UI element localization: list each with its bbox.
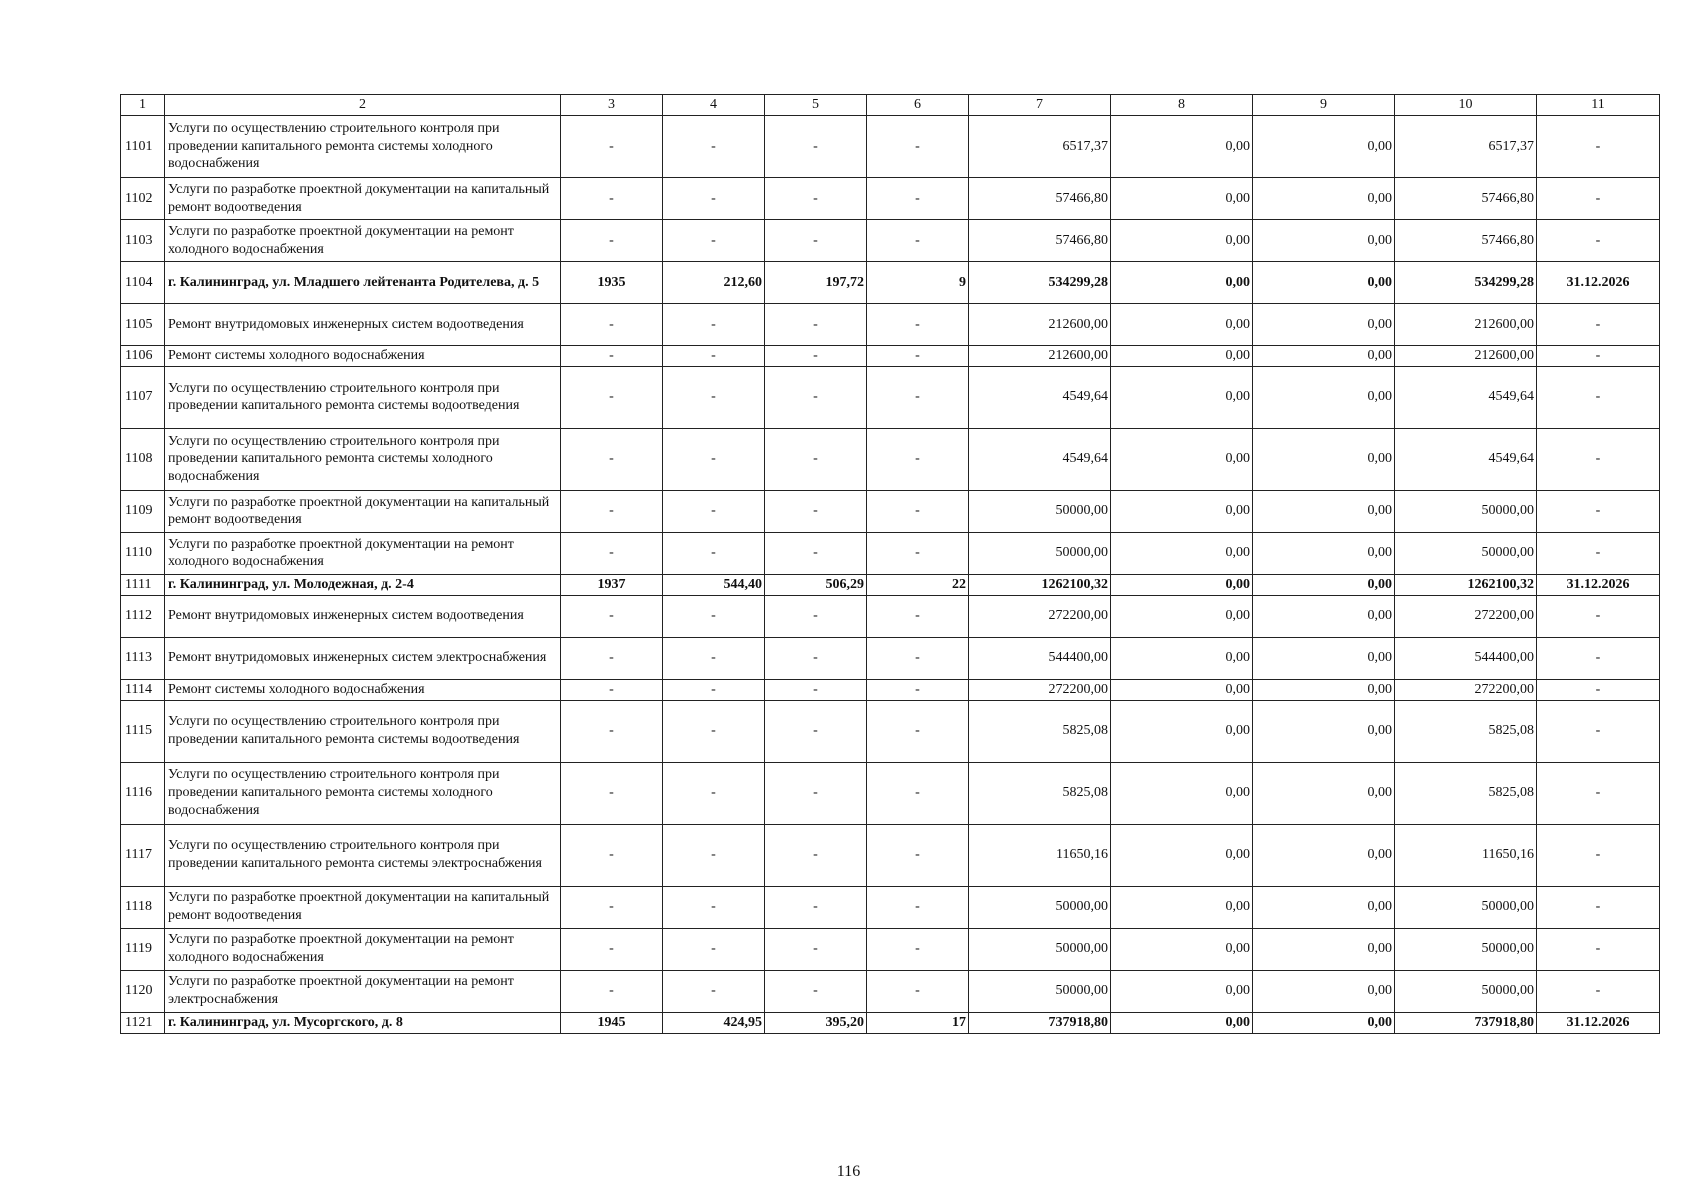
- completion-date-cell: -: [1537, 595, 1660, 637]
- regional-funds-cell: 0,00: [1253, 886, 1395, 928]
- works-register-table: [120, 94, 1660, 1034]
- residents-count-cell: -: [867, 178, 969, 220]
- row-number-cell: 1114: [121, 679, 165, 700]
- column-header: 3: [561, 95, 663, 116]
- regional-funds-cell: 0,00: [1253, 824, 1395, 886]
- total-area-cell: -: [663, 886, 765, 928]
- living-area-cell: -: [765, 762, 867, 824]
- row-number-cell: 1104: [121, 262, 165, 304]
- living-area-cell: -: [765, 886, 867, 928]
- completion-date-cell: -: [1537, 346, 1660, 367]
- completion-date-cell: -: [1537, 886, 1660, 928]
- total-area-cell: 212,60: [663, 262, 765, 304]
- register-sheet: [120, 94, 1659, 1034]
- regional-funds-cell: 0,00: [1253, 928, 1395, 970]
- column-header: 5: [765, 95, 867, 116]
- column-number-row: [121, 95, 1660, 116]
- work-description-cell: Услуги по осуществлению строительного контроля при проведении капитального ремонта системы холодного водоснабжения: [165, 116, 561, 178]
- owner-funds-cell: 50000,00: [1395, 928, 1537, 970]
- regional-funds-cell: 0,00: [1253, 490, 1395, 532]
- residents-count-cell: 17: [867, 1012, 969, 1033]
- living-area-cell: -: [765, 970, 867, 1012]
- completion-date-cell: -: [1537, 824, 1660, 886]
- total-area-cell: -: [663, 762, 765, 824]
- owner-funds-cell: 212600,00: [1395, 346, 1537, 367]
- federal-funds-cell: 0,00: [1111, 886, 1253, 928]
- work-description-cell: Услуги по разработке проектной документации на ремонт холодного водоснабжения: [165, 220, 561, 262]
- total-cost-cell: 4549,64: [969, 428, 1111, 490]
- row-number-cell: 1116: [121, 762, 165, 824]
- build-year-cell: -: [561, 679, 663, 700]
- build-year-cell: -: [561, 490, 663, 532]
- residents-count-cell: 9: [867, 262, 969, 304]
- build-year-cell: 1945: [561, 1012, 663, 1033]
- total-area-cell: -: [663, 490, 765, 532]
- column-header: 11: [1537, 95, 1660, 116]
- residents-count-cell: -: [867, 700, 969, 762]
- regional-funds-cell: 0,00: [1253, 116, 1395, 178]
- residents-count-cell: -: [867, 220, 969, 262]
- work-description-cell: г. Калининград, ул. Молодежная, д. 2-4: [165, 574, 561, 595]
- total-area-cell: -: [663, 220, 765, 262]
- owner-funds-cell: 50000,00: [1395, 970, 1537, 1012]
- work-description-cell: Ремонт внутридомовых инженерных систем водоотведения: [165, 595, 561, 637]
- total-cost-cell: 50000,00: [969, 970, 1111, 1012]
- completion-date-cell: -: [1537, 116, 1660, 178]
- regional-funds-cell: 0,00: [1253, 220, 1395, 262]
- work-item-row: [121, 700, 1660, 762]
- total-area-cell: -: [663, 595, 765, 637]
- residents-count-cell: -: [867, 428, 969, 490]
- work-description-cell: Ремонт внутридомовых инженерных систем водоотведения: [165, 304, 561, 346]
- work-item-row: [121, 220, 1660, 262]
- residents-count-cell: -: [867, 928, 969, 970]
- completion-date-cell: -: [1537, 490, 1660, 532]
- total-cost-cell: 6517,37: [969, 116, 1111, 178]
- completion-date-cell: -: [1537, 700, 1660, 762]
- federal-funds-cell: 0,00: [1111, 532, 1253, 574]
- work-description-cell: Услуги по разработке проектной документации на ремонт холодного водоснабжения: [165, 532, 561, 574]
- build-year-cell: -: [561, 637, 663, 679]
- row-number-cell: 1120: [121, 970, 165, 1012]
- work-description-cell: Услуги по осуществлению строительного контроля при проведении капитального ремонта системы холодного водоснабжения: [165, 762, 561, 824]
- work-description-cell: Услуги по осуществлению строительного контроля при проведении капитального ремонта системы водоотведения: [165, 366, 561, 428]
- work-item-row: [121, 304, 1660, 346]
- total-cost-cell: 272200,00: [969, 679, 1111, 700]
- work-item-row: [121, 116, 1660, 178]
- residents-count-cell: -: [867, 679, 969, 700]
- residents-count-cell: -: [867, 886, 969, 928]
- work-description-cell: Услуги по осуществлению строительного контроля при проведении капитального ремонта системы холодного водоснабжения: [165, 428, 561, 490]
- federal-funds-cell: 0,00: [1111, 574, 1253, 595]
- total-area-cell: -: [663, 928, 765, 970]
- living-area-cell: -: [765, 366, 867, 428]
- completion-date-cell: -: [1537, 304, 1660, 346]
- federal-funds-cell: 0,00: [1111, 595, 1253, 637]
- regional-funds-cell: 0,00: [1253, 574, 1395, 595]
- total-area-cell: -: [663, 824, 765, 886]
- owner-funds-cell: 50000,00: [1395, 886, 1537, 928]
- residents-count-cell: -: [867, 346, 969, 367]
- work-description-cell: г. Калининград, ул. Мусоргского, д. 8: [165, 1012, 561, 1033]
- total-cost-cell: 5825,08: [969, 700, 1111, 762]
- work-description-cell: Услуги по разработке проектной документации на капитальный ремонт водоотведения: [165, 490, 561, 532]
- residents-count-cell: -: [867, 595, 969, 637]
- living-area-cell: -: [765, 928, 867, 970]
- total-area-cell: -: [663, 304, 765, 346]
- regional-funds-cell: 0,00: [1253, 1012, 1395, 1033]
- living-area-cell: -: [765, 490, 867, 532]
- owner-funds-cell: 57466,80: [1395, 220, 1537, 262]
- residents-count-cell: 22: [867, 574, 969, 595]
- completion-date-cell: -: [1537, 428, 1660, 490]
- row-number-cell: 1103: [121, 220, 165, 262]
- living-area-cell: 506,29: [765, 574, 867, 595]
- build-year-cell: -: [561, 970, 663, 1012]
- row-number-cell: 1107: [121, 366, 165, 428]
- total-cost-cell: 4549,64: [969, 366, 1111, 428]
- column-header: 6: [867, 95, 969, 116]
- total-cost-cell: 57466,80: [969, 220, 1111, 262]
- build-year-cell: -: [561, 824, 663, 886]
- total-cost-cell: 1262100,32: [969, 574, 1111, 595]
- completion-date-cell: -: [1537, 679, 1660, 700]
- owner-funds-cell: 5825,08: [1395, 700, 1537, 762]
- completion-date-cell: -: [1537, 532, 1660, 574]
- completion-date-cell: -: [1537, 637, 1660, 679]
- total-cost-cell: 50000,00: [969, 886, 1111, 928]
- column-header: 4: [663, 95, 765, 116]
- completion-date-cell: -: [1537, 762, 1660, 824]
- owner-funds-cell: 5825,08: [1395, 762, 1537, 824]
- work-item-row: [121, 928, 1660, 970]
- total-cost-cell: 544400,00: [969, 637, 1111, 679]
- owner-funds-cell: 534299,28: [1395, 262, 1537, 304]
- federal-funds-cell: 0,00: [1111, 490, 1253, 532]
- total-area-cell: -: [663, 178, 765, 220]
- completion-date-cell: 31.12.2026: [1537, 1012, 1660, 1033]
- federal-funds-cell: 0,00: [1111, 679, 1253, 700]
- federal-funds-cell: 0,00: [1111, 304, 1253, 346]
- column-header: 7: [969, 95, 1111, 116]
- work-description-cell: г. Калининград, ул. Младшего лейтенанта Родителева, д. 5: [165, 262, 561, 304]
- work-description-cell: Услуги по осуществлению строительного контроля при проведении капитального ремонта системы электроснабжения: [165, 824, 561, 886]
- total-cost-cell: 5825,08: [969, 762, 1111, 824]
- federal-funds-cell: 0,00: [1111, 700, 1253, 762]
- work-item-row: [121, 346, 1660, 367]
- owner-funds-cell: 272200,00: [1395, 595, 1537, 637]
- total-cost-cell: 212600,00: [969, 346, 1111, 367]
- row-number-cell: 1117: [121, 824, 165, 886]
- federal-funds-cell: 0,00: [1111, 346, 1253, 367]
- row-number-cell: 1118: [121, 886, 165, 928]
- federal-funds-cell: 0,00: [1111, 928, 1253, 970]
- residents-count-cell: -: [867, 490, 969, 532]
- living-area-cell: 197,72: [765, 262, 867, 304]
- total-area-cell: 424,95: [663, 1012, 765, 1033]
- living-area-cell: -: [765, 595, 867, 637]
- total-area-cell: -: [663, 970, 765, 1012]
- row-number-cell: 1105: [121, 304, 165, 346]
- regional-funds-cell: 0,00: [1253, 700, 1395, 762]
- regional-funds-cell: 0,00: [1253, 366, 1395, 428]
- regional-funds-cell: 0,00: [1253, 346, 1395, 367]
- total-area-cell: -: [663, 428, 765, 490]
- build-year-cell: -: [561, 220, 663, 262]
- total-cost-cell: 272200,00: [969, 595, 1111, 637]
- row-number-cell: 1108: [121, 428, 165, 490]
- total-area-cell: -: [663, 116, 765, 178]
- living-area-cell: -: [765, 637, 867, 679]
- regional-funds-cell: 0,00: [1253, 532, 1395, 574]
- federal-funds-cell: 0,00: [1111, 970, 1253, 1012]
- work-description-cell: Услуги по осуществлению строительного контроля при проведении капитального ремонта системы водоотведения: [165, 700, 561, 762]
- residents-count-cell: -: [867, 532, 969, 574]
- work-item-row: [121, 679, 1660, 700]
- residents-count-cell: -: [867, 366, 969, 428]
- owner-funds-cell: 57466,80: [1395, 178, 1537, 220]
- work-item-row: [121, 428, 1660, 490]
- federal-funds-cell: 0,00: [1111, 1012, 1253, 1033]
- living-area-cell: -: [765, 532, 867, 574]
- owner-funds-cell: 1262100,32: [1395, 574, 1537, 595]
- work-item-row: [121, 595, 1660, 637]
- row-number-cell: 1115: [121, 700, 165, 762]
- work-item-row: [121, 762, 1660, 824]
- total-cost-cell: 11650,16: [969, 824, 1111, 886]
- work-description-cell: Ремонт системы холодного водоснабжения: [165, 679, 561, 700]
- build-year-cell: -: [561, 428, 663, 490]
- total-cost-cell: 534299,28: [969, 262, 1111, 304]
- work-description-cell: Услуги по разработке проектной документации на капитальный ремонт водоотведения: [165, 178, 561, 220]
- living-area-cell: -: [765, 220, 867, 262]
- address-row: [121, 1012, 1660, 1033]
- regional-funds-cell: 0,00: [1253, 762, 1395, 824]
- total-cost-cell: 57466,80: [969, 178, 1111, 220]
- work-description-cell: Услуги по разработке проектной документации на ремонт электроснабжения: [165, 970, 561, 1012]
- total-cost-cell: 50000,00: [969, 532, 1111, 574]
- federal-funds-cell: 0,00: [1111, 116, 1253, 178]
- living-area-cell: -: [765, 304, 867, 346]
- owner-funds-cell: 212600,00: [1395, 304, 1537, 346]
- work-description-cell: Услуги по разработке проектной документации на капитальный ремонт водоотведения: [165, 886, 561, 928]
- work-item-row: [121, 824, 1660, 886]
- work-description-cell: Услуги по разработке проектной документации на ремонт холодного водоснабжения: [165, 928, 561, 970]
- living-area-cell: -: [765, 700, 867, 762]
- total-area-cell: -: [663, 637, 765, 679]
- residents-count-cell: -: [867, 824, 969, 886]
- residents-count-cell: -: [867, 116, 969, 178]
- owner-funds-cell: 272200,00: [1395, 679, 1537, 700]
- total-cost-cell: 50000,00: [969, 490, 1111, 532]
- column-header: 1: [121, 95, 165, 116]
- owner-funds-cell: 544400,00: [1395, 637, 1537, 679]
- living-area-cell: 395,20: [765, 1012, 867, 1033]
- build-year-cell: -: [561, 532, 663, 574]
- residents-count-cell: -: [867, 304, 969, 346]
- owner-funds-cell: 50000,00: [1395, 490, 1537, 532]
- federal-funds-cell: 0,00: [1111, 824, 1253, 886]
- residents-count-cell: -: [867, 762, 969, 824]
- work-item-row: [121, 637, 1660, 679]
- row-number-cell: 1109: [121, 490, 165, 532]
- residents-count-cell: -: [867, 637, 969, 679]
- federal-funds-cell: 0,00: [1111, 762, 1253, 824]
- column-header: 2: [165, 95, 561, 116]
- federal-funds-cell: 0,00: [1111, 366, 1253, 428]
- build-year-cell: -: [561, 116, 663, 178]
- regional-funds-cell: 0,00: [1253, 178, 1395, 220]
- regional-funds-cell: 0,00: [1253, 262, 1395, 304]
- regional-funds-cell: 0,00: [1253, 637, 1395, 679]
- build-year-cell: -: [561, 178, 663, 220]
- owner-funds-cell: 11650,16: [1395, 824, 1537, 886]
- build-year-cell: -: [561, 700, 663, 762]
- row-number-cell: 1106: [121, 346, 165, 367]
- regional-funds-cell: 0,00: [1253, 970, 1395, 1012]
- total-area-cell: -: [663, 700, 765, 762]
- federal-funds-cell: 0,00: [1111, 637, 1253, 679]
- build-year-cell: -: [561, 304, 663, 346]
- work-description-cell: Ремонт внутридомовых инженерных систем электроснабжения: [165, 637, 561, 679]
- completion-date-cell: 31.12.2026: [1537, 574, 1660, 595]
- page-number: 116: [836, 1163, 861, 1180]
- build-year-cell: -: [561, 595, 663, 637]
- row-number-cell: 1111: [121, 574, 165, 595]
- work-item-row: [121, 366, 1660, 428]
- address-row: [121, 574, 1660, 595]
- living-area-cell: -: [765, 428, 867, 490]
- work-item-row: [121, 178, 1660, 220]
- regional-funds-cell: 0,00: [1253, 428, 1395, 490]
- living-area-cell: -: [765, 679, 867, 700]
- completion-date-cell: 31.12.2026: [1537, 262, 1660, 304]
- regional-funds-cell: 0,00: [1253, 679, 1395, 700]
- work-item-row: [121, 970, 1660, 1012]
- owner-funds-cell: 737918,80: [1395, 1012, 1537, 1033]
- build-year-cell: -: [561, 366, 663, 428]
- total-cost-cell: 50000,00: [969, 928, 1111, 970]
- build-year-cell: 1935: [561, 262, 663, 304]
- row-number-cell: 1110: [121, 532, 165, 574]
- living-area-cell: -: [765, 116, 867, 178]
- build-year-cell: -: [561, 762, 663, 824]
- total-area-cell: -: [663, 532, 765, 574]
- owner-funds-cell: 4549,64: [1395, 428, 1537, 490]
- build-year-cell: -: [561, 886, 663, 928]
- build-year-cell: -: [561, 346, 663, 367]
- total-area-cell: -: [663, 679, 765, 700]
- completion-date-cell: -: [1537, 220, 1660, 262]
- row-number-cell: 1112: [121, 595, 165, 637]
- regional-funds-cell: 0,00: [1253, 595, 1395, 637]
- work-item-row: [121, 886, 1660, 928]
- build-year-cell: 1937: [561, 574, 663, 595]
- completion-date-cell: -: [1537, 970, 1660, 1012]
- total-cost-cell: 212600,00: [969, 304, 1111, 346]
- federal-funds-cell: 0,00: [1111, 428, 1253, 490]
- completion-date-cell: -: [1537, 366, 1660, 428]
- owner-funds-cell: 50000,00: [1395, 532, 1537, 574]
- federal-funds-cell: 0,00: [1111, 220, 1253, 262]
- residents-count-cell: -: [867, 970, 969, 1012]
- completion-date-cell: -: [1537, 178, 1660, 220]
- living-area-cell: -: [765, 178, 867, 220]
- column-header: 8: [1111, 95, 1253, 116]
- work-item-row: [121, 490, 1660, 532]
- row-number-cell: 1102: [121, 178, 165, 220]
- work-item-row: [121, 532, 1660, 574]
- living-area-cell: -: [765, 346, 867, 367]
- total-cost-cell: 737918,80: [969, 1012, 1111, 1033]
- row-number-cell: 1113: [121, 637, 165, 679]
- completion-date-cell: -: [1537, 928, 1660, 970]
- column-header: 9: [1253, 95, 1395, 116]
- address-row: [121, 262, 1660, 304]
- build-year-cell: -: [561, 928, 663, 970]
- row-number-cell: 1101: [121, 116, 165, 178]
- work-description-cell: Ремонт системы холодного водоснабжения: [165, 346, 561, 367]
- row-number-cell: 1119: [121, 928, 165, 970]
- living-area-cell: -: [765, 824, 867, 886]
- total-area-cell: -: [663, 346, 765, 367]
- federal-funds-cell: 0,00: [1111, 178, 1253, 220]
- column-header: 10: [1395, 95, 1537, 116]
- total-area-cell: 544,40: [663, 574, 765, 595]
- regional-funds-cell: 0,00: [1253, 304, 1395, 346]
- row-number-cell: 1121: [121, 1012, 165, 1033]
- owner-funds-cell: 4549,64: [1395, 366, 1537, 428]
- total-area-cell: -: [663, 366, 765, 428]
- federal-funds-cell: 0,00: [1111, 262, 1253, 304]
- owner-funds-cell: 6517,37: [1395, 116, 1537, 178]
